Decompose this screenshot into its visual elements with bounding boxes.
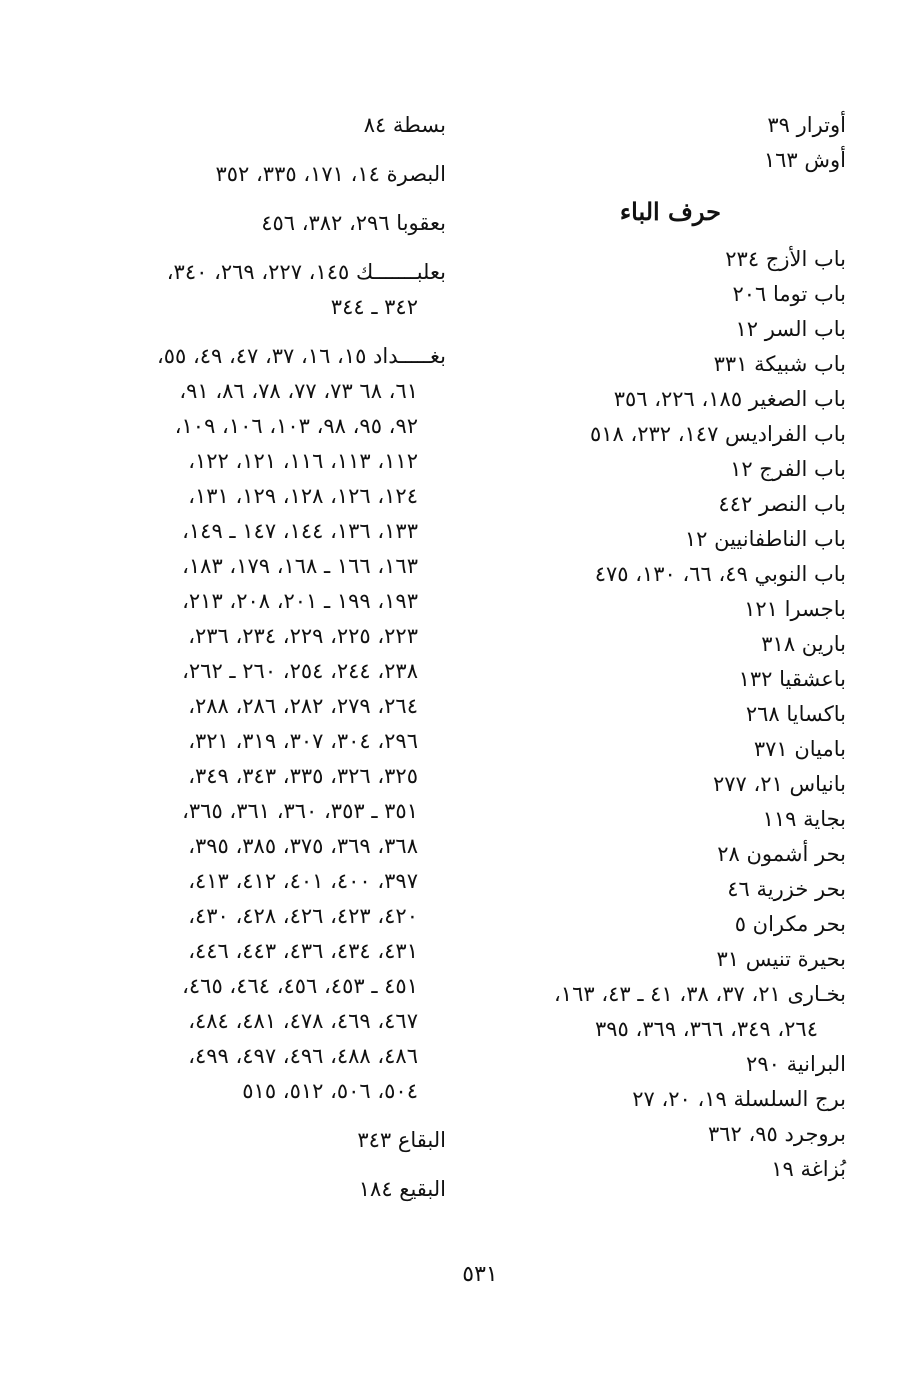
index-entry: أوترار ٣٩ — [767, 113, 846, 137]
entry-continuation: ٣٢٥، ٣٢٦، ٣٣٥، ٣٤٣، ٣٤٩، — [188, 764, 418, 788]
entry-continuation: ٣٩٧، ٤٠٠، ٤٠١، ٤١٢، ٤١٣، — [188, 869, 418, 893]
index-entry: باب النوبي ٤٩، ٦٦، ١٣٠، ٤٧٥ — [594, 562, 846, 586]
index-entry: أوش ١٦٣ — [763, 148, 846, 172]
entry-continuation: ١١٢، ١١٣، ١١٦، ١٢١، ١٢٢، — [188, 449, 418, 473]
page-number: ٥٣١ — [462, 1262, 498, 1287]
entry-line: بعلبـــــــك ١٤٥، ٢٢٧، ٢٦٩، ٣٤٠، — [166, 260, 446, 284]
entry-continuation: ٢٢٣، ٢٢٥، ٢٢٩، ٢٣٤، ٢٣٦، — [188, 624, 418, 648]
index-entry: باميان ٣٧١ — [753, 737, 846, 761]
index-entry: بانياس ٢١، ٢٧٧ — [713, 772, 846, 796]
index-entry: باكسايا ٢٦٨ — [745, 702, 846, 726]
right-column — [486, 108, 846, 1187]
entry-continuation: ٤٥١ ـ ٤٥٣، ٤٥٦، ٤٦٤، ٤٦٥، — [182, 974, 418, 998]
entry-continuation: ٢٣٨، ٢٤٤، ٢٥٤، ٢٦٠ ـ ٢٦٢، — [182, 659, 418, 683]
section-heading: حرف الباء — [619, 197, 721, 226]
entry-continuation: ٢٦٤، ٣٤٩، ٣٦٦، ٣٦٩، ٣٩٥ — [594, 1017, 818, 1041]
index-entry: باب توما ٢٠٦ — [732, 282, 846, 306]
entry-continuation: ٩٢، ٩٥، ٩٨، ١٠٣، ١٠٦، ١٠٩، — [174, 414, 418, 438]
entry-continuation: ٤٨٦، ٤٨٨، ٤٩٦، ٤٩٧، ٤٩٩، — [188, 1044, 418, 1068]
index-entry: بحيرة تنيس ٣١ — [716, 947, 846, 971]
index-entry: بارين ٣١٨ — [761, 632, 846, 656]
left-column — [76, 108, 446, 1221]
index-entry-baalbak — [76, 255, 446, 325]
entry-continuation: ٤٣١، ٤٣٤، ٤٣٦، ٤٤٣، ٤٤٦، — [188, 939, 418, 963]
entry-continuation: ٦١، ٦٨ ٧٣، ٧٧، ٧٨، ٨٦، ٩١، — [179, 379, 418, 403]
index-entry: باب الصغير ١٨٥، ٢٢٦، ٣٥٦ — [613, 387, 846, 411]
index-entry: باب الأزج ٢٣٤ — [725, 247, 846, 271]
index-entry: باب الفراديس ١٤٧، ٢٣٢، ٥١٨ — [589, 422, 846, 446]
index-entry: البقيع ١٨٤ — [358, 1177, 446, 1201]
entry-continuation: ٣٦٨، ٣٦٩، ٣٧٥، ٣٨٥، ٣٩٥، — [188, 834, 418, 858]
entry-continuation: ٢٦٤، ٢٧٩، ٢٨٢، ٢٨٦، ٢٨٨، — [188, 694, 418, 718]
index-entry: باب السر ١٢ — [735, 317, 846, 341]
index-entry: البقاع ٣٤٣ — [357, 1128, 446, 1152]
entry-continuation: ١٢٤، ١٢٦، ١٢٨، ١٢٩، ١٣١، — [188, 484, 418, 508]
index-entry-baghdad — [76, 339, 446, 1109]
entry-continuation: ١٣٣، ١٣٦، ١٤٤، ١٤٧ ـ ١٤٩، — [182, 519, 418, 543]
index-entry: باب شبيكة ٣٣١ — [713, 352, 846, 376]
entry-continuation: ٢٩٦، ٣٠٤، ٣٠٧، ٣١٩، ٣٢١، — [188, 729, 418, 753]
index-entry: باب النصر ٤٤٢ — [718, 492, 846, 516]
index-entry: باعشقيا ١٣٢ — [738, 667, 846, 691]
index-entry: البرانية ٢٩٠ — [746, 1052, 846, 1076]
index-entry: باب الفرج ١٢ — [730, 457, 846, 481]
entry-continuation: ٤٦٧، ٤٦٩، ٤٧٨، ٤٨١، ٤٨٤، — [188, 1009, 418, 1033]
entry-continuation: ٣٤٢ ـ ٣٤٤ — [330, 295, 418, 319]
index-entry: بعقوبا ٢٩٦، ٣٨٢، ٤٥٦ — [261, 211, 446, 235]
entry-line: بخـارى ٢١، ٣٧، ٣٨، ٤١ ـ ٤٣، ١٦٣، — [554, 982, 846, 1006]
index-entry: بروجرد ٩٥، ٣٦٢ — [707, 1122, 846, 1146]
index-entry: باجسرا ١٢١ — [744, 597, 846, 621]
entry-continuation: ٥٠٤، ٥٠٦، ٥١٢، ٥١٥ — [242, 1079, 418, 1103]
index-entry: بحر مكران ٥ — [734, 912, 846, 936]
index-entry: بحر خزرية ٤٦ — [727, 877, 846, 901]
index-entry: برج السلسلة ١٩، ٢٠، ٢٧ — [632, 1087, 846, 1111]
entry-continuation: ١٦٣، ١٦٦ ـ ١٦٨، ١٧٩، ١٨٣، — [182, 554, 418, 578]
entry-continuation: ١٩٣، ١٩٩ ـ ٢٠١، ٢٠٨، ٢١٣، — [182, 589, 418, 613]
entry-continuation: ٣٥١ ـ ٣٥٣، ٣٦٠، ٣٦١، ٣٦٥، — [182, 799, 418, 823]
index-entry: بسطة ٨٤ — [363, 113, 446, 137]
entry-continuation: ٤٢٠، ٤٢٣، ٤٢٦، ٤٢٨، ٤٣٠، — [188, 904, 418, 928]
index-entry: بُزاغة ١٩ — [771, 1157, 846, 1181]
index-entry-bukhara — [486, 977, 846, 1047]
index-entry: البصرة ١٤، ١٧١، ٣٣٥، ٣٥٢ — [215, 162, 446, 186]
entry-line: بغـــــداد ١٥، ١٦، ٣٧، ٤٧، ٤٩، ٥٥، — [156, 344, 446, 368]
index-entry: بجاية ١١٩ — [762, 807, 846, 831]
index-entry: باب الناطفانيين ١٢ — [684, 527, 846, 551]
index-entry: بحر أشمون ٢٨ — [717, 842, 846, 866]
